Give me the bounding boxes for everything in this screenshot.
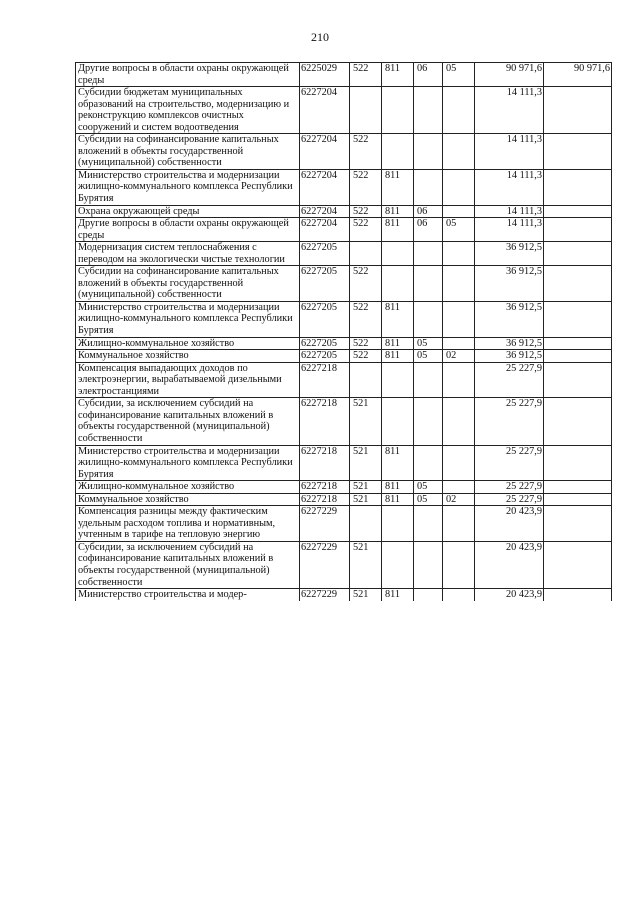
expense-type-code-cell xyxy=(350,87,382,134)
target-article-code-cell: 6227218 xyxy=(300,493,350,506)
target-article-code-cell: 6227205 xyxy=(300,266,350,302)
administrator-code-cell xyxy=(382,541,414,588)
target-article-code-cell: 6227204 xyxy=(300,134,350,170)
target-article-code-cell: 6227218 xyxy=(300,398,350,445)
section-code-cell: 05 xyxy=(414,493,443,506)
amount-cell: 36 912,5 xyxy=(475,337,544,350)
target-article-code-cell: 6227204 xyxy=(300,169,350,205)
amount-secondary-cell xyxy=(544,242,612,266)
subsection-code-cell xyxy=(443,169,475,205)
item-name-cell: Другие вопросы в области охраны окружающей среды xyxy=(76,218,300,242)
item-name-cell: Субсидии на софинансирование капитальных вложений в объекты государственной (муниципальной) собственности xyxy=(76,134,300,170)
target-article-code-cell: 6227204 xyxy=(300,205,350,218)
subsection-code-cell: 05 xyxy=(443,218,475,242)
administrator-code-cell: 811 xyxy=(382,589,414,602)
administrator-code-cell: 811 xyxy=(382,350,414,363)
subsection-code-cell xyxy=(443,266,475,302)
expense-type-code-cell: 522 xyxy=(350,218,382,242)
section-code-cell xyxy=(414,589,443,602)
expense-type-code-cell: 522 xyxy=(350,169,382,205)
expense-type-code-cell: 521 xyxy=(350,541,382,588)
amount-cell: 25 227,9 xyxy=(475,481,544,494)
expense-type-code-cell: 521 xyxy=(350,589,382,602)
amount-secondary-cell xyxy=(544,481,612,494)
target-article-code-cell: 6227205 xyxy=(300,301,350,337)
administrator-code-cell: 811 xyxy=(382,205,414,218)
amount-secondary-cell xyxy=(544,589,612,602)
expense-type-code-cell: 522 xyxy=(350,205,382,218)
amount-secondary-cell xyxy=(544,266,612,302)
subsection-code-cell xyxy=(443,205,475,218)
amount-cell: 36 912,5 xyxy=(475,301,544,337)
administrator-code-cell: 811 xyxy=(382,445,414,481)
amount-cell: 14 111,3 xyxy=(475,134,544,170)
table-row xyxy=(76,218,612,242)
item-name-cell: Субсидии бюджетам муниципальных образований на строительство, модернизацию и реконструкцию комплексов очистных сооружений и систем водоотведения xyxy=(76,87,300,134)
amount-cell: 14 111,3 xyxy=(475,87,544,134)
target-article-code-cell: 6227229 xyxy=(300,506,350,542)
administrator-code-cell: 811 xyxy=(382,63,414,87)
administrator-code-cell xyxy=(382,362,414,398)
expense-type-code-cell: 521 xyxy=(350,398,382,445)
expense-type-code-cell xyxy=(350,242,382,266)
amount-secondary-cell xyxy=(544,301,612,337)
target-article-code-cell: 6227205 xyxy=(300,337,350,350)
item-name-cell: Министерство строительства и модернизации жилищно-коммунального комплекса Республики Бурятия xyxy=(76,445,300,481)
subsection-code-cell xyxy=(443,134,475,170)
expense-type-code-cell: 522 xyxy=(350,266,382,302)
amount-secondary-cell xyxy=(544,205,612,218)
target-article-code-cell: 6227218 xyxy=(300,481,350,494)
amount-cell: 20 423,9 xyxy=(475,589,544,602)
subsection-code-cell xyxy=(443,481,475,494)
table-row xyxy=(76,134,612,170)
administrator-code-cell xyxy=(382,242,414,266)
item-name-cell: Модернизация систем теплоснабжения с переводом на экологически чистые технологии xyxy=(76,242,300,266)
amount-secondary-cell xyxy=(544,398,612,445)
amount-cell: 25 227,9 xyxy=(475,493,544,506)
administrator-code-cell xyxy=(382,398,414,445)
expense-type-code-cell xyxy=(350,506,382,542)
amount-secondary-cell xyxy=(544,218,612,242)
section-code-cell xyxy=(414,266,443,302)
amount-secondary-cell xyxy=(544,134,612,170)
amount-cell: 14 111,3 xyxy=(475,205,544,218)
subsection-code-cell xyxy=(443,445,475,481)
table-row xyxy=(76,481,612,494)
target-article-code-cell: 6227229 xyxy=(300,589,350,602)
amount-cell: 14 111,3 xyxy=(475,218,544,242)
page-number: 210 xyxy=(311,30,329,44)
table-row xyxy=(76,506,612,542)
item-name-cell: Министерство строительства и модернизации жилищно-коммунального комплекса Республики Бурятия xyxy=(76,301,300,337)
subsection-code-cell: 02 xyxy=(443,350,475,363)
expense-type-code-cell: 522 xyxy=(350,63,382,87)
amount-cell: 36 912,5 xyxy=(475,266,544,302)
subsection-code-cell xyxy=(443,541,475,588)
expense-type-code-cell: 521 xyxy=(350,445,382,481)
subsection-code-cell xyxy=(443,362,475,398)
administrator-code-cell xyxy=(382,87,414,134)
item-name-cell: Коммунальное хозяйство xyxy=(76,350,300,363)
item-name-cell: Субсидии, за исключением субсидий на софинансирование капитальных вложений в объекты государственной (муниципальной) собственности xyxy=(76,541,300,588)
subsection-code-cell xyxy=(443,87,475,134)
section-code-cell xyxy=(414,445,443,481)
target-article-code-cell: 6227204 xyxy=(300,87,350,134)
amount-secondary-cell xyxy=(544,445,612,481)
table-row xyxy=(76,169,612,205)
table-row xyxy=(76,266,612,302)
expense-type-code-cell: 522 xyxy=(350,301,382,337)
table-row xyxy=(76,589,612,602)
table-row xyxy=(76,205,612,218)
expense-type-code-cell: 522 xyxy=(350,350,382,363)
amount-secondary-cell xyxy=(544,350,612,363)
item-name-cell: Субсидии на софинансирование капитальных вложений в объекты государственной (муниципальной) собственности xyxy=(76,266,300,302)
item-name-cell: Компенсация разницы между фактическим удельным расходом топлива и нормативным, учтенным в тарифе на тепловую энергию xyxy=(76,506,300,542)
item-name-cell: Компенсация выпадающих доходов по электроэнергии, вырабатываемой дизельными электростанциями xyxy=(76,362,300,398)
item-name-cell: Министерство строительства и модер- xyxy=(76,589,300,602)
administrator-code-cell xyxy=(382,506,414,542)
target-article-code-cell: 6227205 xyxy=(300,350,350,363)
section-code-cell xyxy=(414,169,443,205)
amount-cell: 36 912,5 xyxy=(475,242,544,266)
expense-type-code-cell: 522 xyxy=(350,337,382,350)
subsection-code-cell xyxy=(443,506,475,542)
section-code-cell xyxy=(414,134,443,170)
subsection-code-cell xyxy=(443,398,475,445)
target-article-code-cell: 6227204 xyxy=(300,218,350,242)
item-name-cell: Коммунальное хозяйство xyxy=(76,493,300,506)
target-article-code-cell: 6227218 xyxy=(300,362,350,398)
subsection-code-cell xyxy=(443,301,475,337)
section-code-cell xyxy=(414,362,443,398)
amount-cell: 20 423,9 xyxy=(475,541,544,588)
section-code-cell xyxy=(414,87,443,134)
expense-type-code-cell: 521 xyxy=(350,493,382,506)
amount-secondary-cell xyxy=(544,169,612,205)
table-row xyxy=(76,63,612,87)
subsection-code-cell: 02 xyxy=(443,493,475,506)
target-article-code-cell: 6227218 xyxy=(300,445,350,481)
administrator-code-cell xyxy=(382,266,414,302)
section-code-cell: 05 xyxy=(414,337,443,350)
budget-table xyxy=(75,62,612,601)
amount-secondary-cell xyxy=(544,541,612,588)
subsection-code-cell xyxy=(443,589,475,602)
expense-type-code-cell xyxy=(350,362,382,398)
section-code-cell xyxy=(414,301,443,337)
table-row xyxy=(76,541,612,588)
administrator-code-cell: 811 xyxy=(382,169,414,205)
item-name-cell: Жилищно-коммунальное хозяйство xyxy=(76,481,300,494)
table-row xyxy=(76,350,612,363)
section-code-cell: 05 xyxy=(414,350,443,363)
expense-type-code-cell: 522 xyxy=(350,134,382,170)
amount-cell: 25 227,9 xyxy=(475,445,544,481)
amount-secondary-cell xyxy=(544,337,612,350)
item-name-cell: Жилищно-коммунальное хозяйство xyxy=(76,337,300,350)
administrator-code-cell: 811 xyxy=(382,218,414,242)
expense-type-code-cell: 521 xyxy=(350,481,382,494)
amount-cell: 20 423,9 xyxy=(475,506,544,542)
table-row xyxy=(76,445,612,481)
table-body xyxy=(76,63,612,602)
amount-secondary-cell: 90 971,6 xyxy=(544,63,612,87)
table-row xyxy=(76,337,612,350)
target-article-code-cell: 6225029 xyxy=(300,63,350,87)
administrator-code-cell: 811 xyxy=(382,301,414,337)
amount-cell: 36 912,5 xyxy=(475,350,544,363)
administrator-code-cell: 811 xyxy=(382,337,414,350)
table-row xyxy=(76,242,612,266)
table-row xyxy=(76,301,612,337)
amount-cell: 25 227,9 xyxy=(475,362,544,398)
subsection-code-cell xyxy=(443,337,475,350)
section-code-cell: 06 xyxy=(414,63,443,87)
subsection-code-cell xyxy=(443,242,475,266)
target-article-code-cell: 6227229 xyxy=(300,541,350,588)
amount-cell: 25 227,9 xyxy=(475,398,544,445)
section-code-cell: 06 xyxy=(414,218,443,242)
section-code-cell xyxy=(414,506,443,542)
amount-secondary-cell xyxy=(544,87,612,134)
amount-secondary-cell xyxy=(544,506,612,542)
amount-secondary-cell xyxy=(544,362,612,398)
administrator-code-cell: 811 xyxy=(382,493,414,506)
amount-cell: 90 971,6 xyxy=(475,63,544,87)
item-name-cell: Охрана окружающей среды xyxy=(76,205,300,218)
section-code-cell xyxy=(414,242,443,266)
administrator-code-cell: 811 xyxy=(382,481,414,494)
administrator-code-cell xyxy=(382,134,414,170)
section-code-cell xyxy=(414,541,443,588)
item-name-cell: Субсидии, за исключением субсидий на софинансирование капитальных вложений в объекты государственной (муниципальной) собственности xyxy=(76,398,300,445)
subsection-code-cell: 05 xyxy=(443,63,475,87)
section-code-cell: 05 xyxy=(414,481,443,494)
target-article-code-cell: 6227205 xyxy=(300,242,350,266)
amount-secondary-cell xyxy=(544,493,612,506)
item-name-cell: Министерство строительства и модернизации жилищно-коммунального комплекса Республики Бурятия xyxy=(76,169,300,205)
table-row xyxy=(76,87,612,134)
table-row xyxy=(76,362,612,398)
table-row xyxy=(76,493,612,506)
item-name-cell: Другие вопросы в области охраны окружающей среды xyxy=(76,63,300,87)
amount-cell: 14 111,3 xyxy=(475,169,544,205)
section-code-cell xyxy=(414,398,443,445)
table-row xyxy=(76,398,612,445)
section-code-cell: 06 xyxy=(414,205,443,218)
